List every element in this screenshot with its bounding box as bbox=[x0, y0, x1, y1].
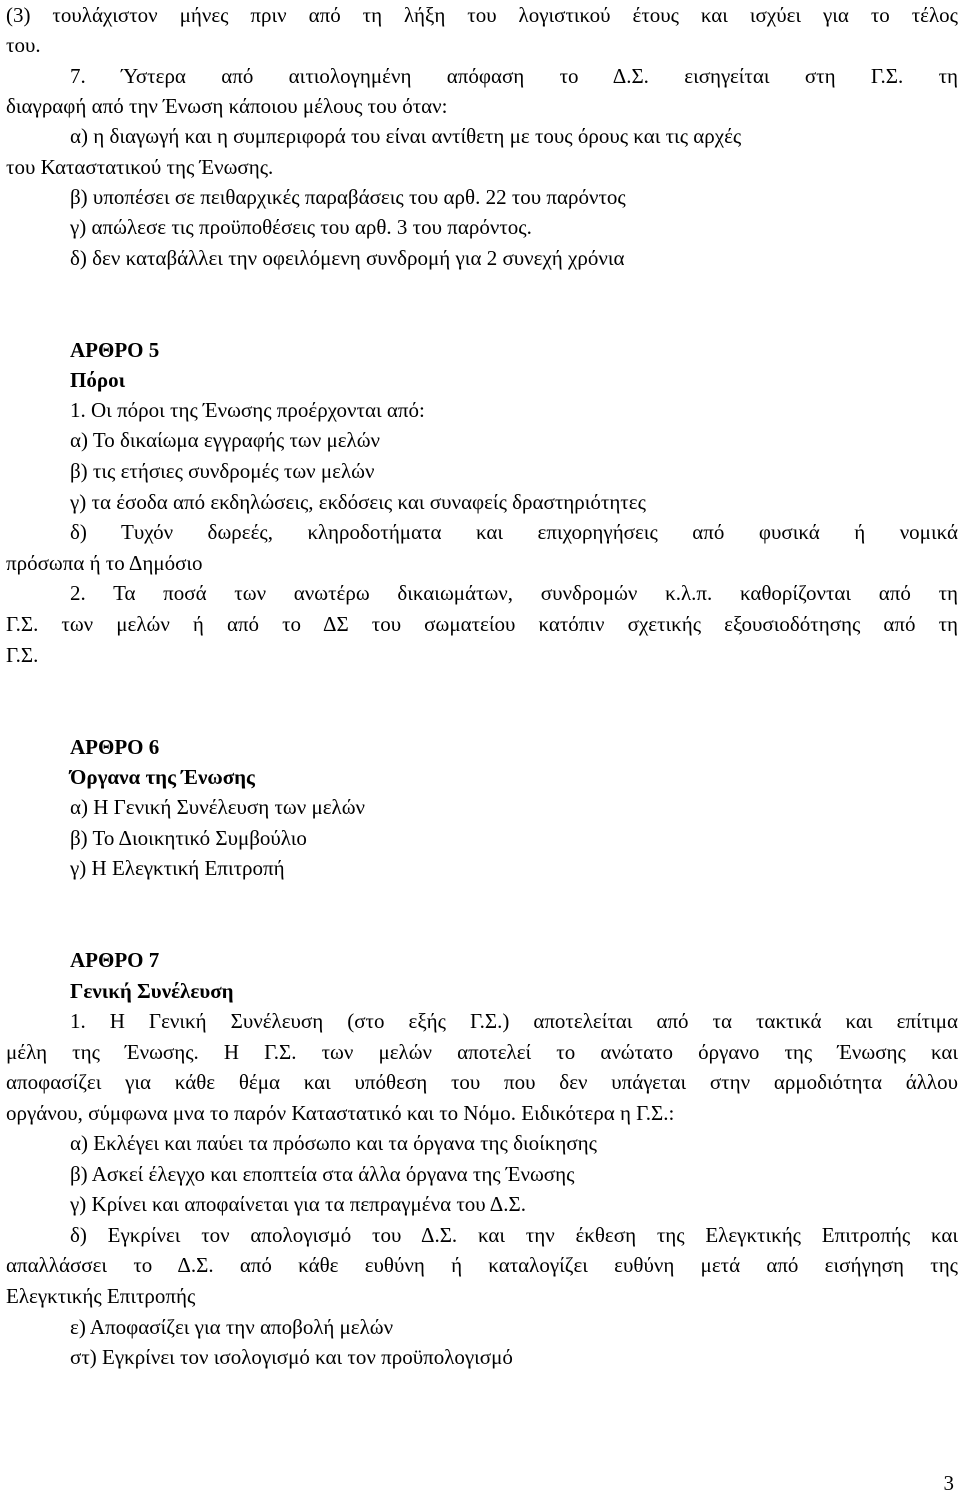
list-item: α) Εκλέγει και παύει τα πρόσωπο και τα όργανα της διοίκησης bbox=[70, 1131, 597, 1155]
text-line: Ελεγκτικής Επιτροπής bbox=[6, 1284, 196, 1308]
list-item: γ) απώλεσε τις προϋποθέσεις του αρθ. 3 του παρόντος. bbox=[70, 215, 532, 239]
list-item: γ) Η Ελεγκτική Επιτροπή bbox=[70, 856, 285, 880]
text-line: Γ.Σ. bbox=[6, 643, 39, 667]
text-line: του Καταστατικού της Ένωσης. bbox=[6, 155, 274, 179]
text-line: διαγραφή από την Ένωση κάποιου μέλους του όταν: bbox=[6, 94, 448, 118]
list-item: γ) Κρίνει και αποφαίνεται για τα πεπραγμένα του Δ.Σ. bbox=[70, 1192, 527, 1216]
article-heading: ΑΡΘΡΟ 5 bbox=[70, 338, 160, 362]
article-title: Πόροι bbox=[70, 368, 126, 392]
list-item: β) τις ετήσιες συνδρομές των μελών bbox=[70, 459, 375, 483]
list-item: α) η διαγωγή και η συμπεριφορά του είναι αντίθετη με τους όρους και τις αρχές bbox=[70, 124, 742, 148]
page-number: 3 bbox=[943, 1471, 954, 1495]
text-line: 2. Τα ποσά των ανωτέρω δικαιωμάτων, συνδρομών κ.λ.π. καθορίζονται από τη bbox=[70, 581, 958, 605]
text-line: οργάνου, σύμφωνα μνα το παρόν Καταστατικό και το Νόμο. Ειδικότερα η Γ.Σ.: bbox=[6, 1101, 675, 1125]
list-item: β) Το Διοικητικό Συμβούλιο bbox=[70, 826, 307, 850]
article-title: Όργανα της Ένωσης bbox=[70, 765, 255, 789]
text-line: πρόσωπα ή το Δημόσιο bbox=[6, 551, 203, 575]
list-item: δ) Τυχόν δωρεές, κληροδοτήματα και επιχορηγήσεις από φυσικά ή νομικά bbox=[70, 520, 958, 544]
text-line: Γ.Σ. των μελών ή από το ΔΣ του σωματείου κατόπιν σχετικής εξουσιοδότησης από τη bbox=[6, 612, 958, 636]
text-line: αποφασίζει για κάθε θέμα και υπόθεση του που δεν υπάγεται στην αρμοδιότητα άλλου bbox=[6, 1070, 958, 1094]
text-line: 1. Η Γενική Συνέλευση (στο εξής Γ.Σ.) αποτελείται από τα τακτικά και επίτιμα bbox=[70, 1009, 958, 1033]
text-line: 1. Οι πόροι της Ένωσης προέρχονται από: bbox=[70, 398, 425, 422]
list-item: α) Το δικαίωμα εγγραφής των μελών bbox=[70, 428, 381, 452]
list-item: β) υποπέσει σε πειθαρχικές παραβάσεις του αρθ. 22 του παρόντος bbox=[70, 185, 626, 209]
list-item: στ) Εγκρίνει τον ισολογισμό και τον προϋπολογισμό bbox=[70, 1345, 513, 1369]
text-line: μέλη της Ένωσης. Η Γ.Σ. των μελών αποτελεί το ανώτατο όργανο της Ένωσης και bbox=[6, 1040, 958, 1064]
text-line: του. bbox=[6, 33, 41, 57]
text-line: απαλλάσσει το Δ.Σ. από κάθε ευθύνη ή καταλογίζει ευθύνη μετά από εισήγηση της bbox=[6, 1253, 958, 1277]
list-item: ε) Αποφασίζει για την αποβολή μελών bbox=[70, 1315, 394, 1339]
list-item: γ) τα έσοδα από εκδηλώσεις, εκδόσεις και συναφείς δραστηριότητες bbox=[70, 490, 646, 514]
list-item: α) Η Γενική Συνέλευση των μελών bbox=[70, 795, 366, 819]
article-heading: ΑΡΘΡΟ 7 bbox=[70, 948, 160, 972]
list-item: δ) Εγκρίνει τον απολογισμό του Δ.Σ. και την έκθεση της Ελεγκτικής Επιτροπής και bbox=[70, 1223, 958, 1247]
article-heading: ΑΡΘΡΟ 6 bbox=[70, 735, 160, 759]
list-item: β) Ασκεί έλεγχο και εποπτεία στα άλλα όργανα της Ένωσης bbox=[70, 1162, 575, 1186]
list-item: δ) δεν καταβάλλει την οφειλόμενη συνδρομή για 2 συνεχή χρόνια bbox=[70, 246, 625, 270]
article-title: Γενική Συνέλευση bbox=[70, 979, 234, 1003]
text-line: 7. Ύστερα από αιτιολογημένη απόφαση το Δ.Σ. εισηγείται στη Γ.Σ. τη bbox=[70, 64, 958, 88]
text-line: (3) τουλάχιστον μήνες πριν από τη λήξη του λογιστικού έτους και ισχύει για το τέλος bbox=[6, 3, 958, 27]
